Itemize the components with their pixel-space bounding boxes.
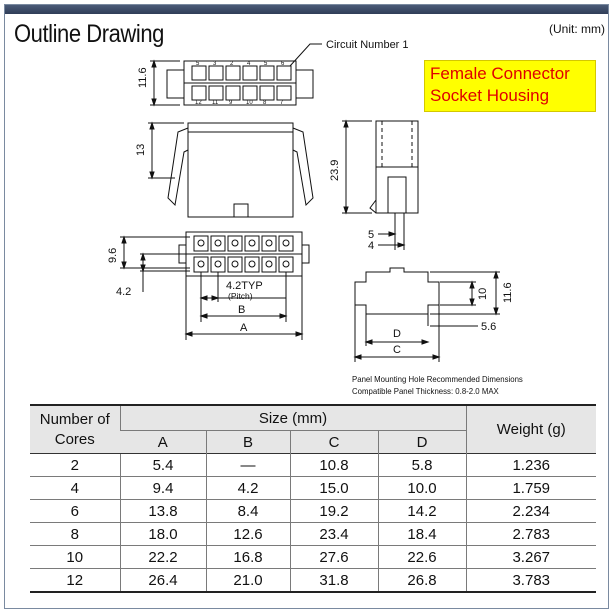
dim-a: A [240, 322, 248, 334]
pin-number-top: 2 [230, 61, 234, 67]
cell-weight: 2.783 [466, 523, 596, 546]
header-b: B [206, 431, 290, 454]
page-title: Outline Drawing [14, 20, 164, 48]
cell-b: 16.8 [206, 546, 290, 569]
header-a: A [120, 431, 206, 454]
bottom-view [120, 232, 309, 340]
cell-b: 12.6 [206, 523, 290, 546]
callout-line-2: Socket Housing [430, 86, 550, 105]
cell-d: 5.8 [378, 454, 466, 477]
circuit-number-label: Circuit Number 1 [326, 39, 409, 51]
cell-c: 27.6 [290, 546, 378, 569]
cell-cores: 8 [30, 523, 120, 546]
pin-number-top: 5 [196, 61, 200, 67]
cell-d: 14.2 [378, 500, 466, 523]
pin-number-bottom: 10 [246, 100, 253, 106]
dim-b: B [238, 304, 246, 316]
cell-c: 23.4 [290, 523, 378, 546]
cell-a: 22.2 [120, 546, 206, 569]
side-view [342, 121, 418, 250]
cell-d: 18.4 [378, 523, 466, 546]
dim-mid-height: 13 [135, 143, 147, 156]
dim-panel-c: C [393, 344, 401, 356]
dim-panel-5: 5 [368, 229, 375, 241]
cell-b: — [206, 454, 290, 477]
pin-number-bottom: 8 [263, 100, 267, 106]
panel-note-line-2: Compatible Panel Thickness: 0.8-2.0 MAX [352, 386, 499, 396]
dim-top-height: 11.6 [137, 67, 149, 88]
pin-number-bottom: 12 [195, 100, 202, 106]
cell-weight: 1.759 [466, 477, 596, 500]
cell-a: 9.4 [120, 477, 206, 500]
cell-cores: 4 [30, 477, 120, 500]
callout-line-1: Female Connector [430, 64, 570, 83]
dim-panel-5-6: 5.6 [481, 321, 497, 333]
table-row [30, 454, 596, 477]
cell-cores: 2 [30, 454, 120, 477]
cell-weight: 3.783 [466, 569, 596, 593]
dim-panel-4: 4 [368, 240, 375, 252]
cell-a: 26.4 [120, 569, 206, 593]
top-view [150, 44, 322, 105]
cell-c: 31.8 [290, 569, 378, 593]
dim-pitch-note: (Pitch) [228, 291, 253, 301]
dim-bottom-height: 9.6 [107, 247, 119, 263]
panel-hole-view [355, 268, 500, 362]
cell-cores: 12 [30, 569, 120, 593]
front-view [148, 123, 313, 217]
table-row [30, 477, 596, 500]
cell-weight: 3.267 [466, 546, 596, 569]
unit-label: (Unit: mm) [549, 22, 605, 36]
dimension-table [30, 404, 596, 593]
cell-weight: 1.236 [466, 454, 596, 477]
panel-note-line-1: Panel Mounting Hole Recommended Dimensions [352, 374, 523, 384]
dim-panel-10: 10 [477, 287, 489, 300]
header-weight: Weight (g) [466, 405, 596, 454]
cell-b: 21.0 [206, 569, 290, 593]
header-cores: Number of Cores [39, 410, 110, 448]
dim-offset: 4.2 [116, 286, 132, 298]
dim-panel-11-6: 11.6 [502, 282, 514, 303]
pin-number-top: 5 [264, 61, 268, 67]
table-row [30, 523, 596, 546]
table-row [30, 569, 596, 593]
pin-number-top: 6 [281, 61, 285, 67]
cell-b: 4.2 [206, 477, 290, 500]
pin-number-top: 4 [247, 61, 251, 67]
header-d: D [378, 431, 466, 454]
cell-cores: 6 [30, 500, 120, 523]
cell-c: 10.8 [290, 454, 378, 477]
dim-panel-d: D [393, 328, 401, 340]
cell-weight: 2.234 [466, 500, 596, 523]
pin-number-top: 3 [213, 61, 217, 67]
cell-a: 18.0 [120, 523, 206, 546]
pin-number-bottom: 9 [229, 100, 233, 106]
header-c: C [290, 431, 378, 454]
cell-d: 26.8 [378, 569, 466, 593]
table-row [30, 500, 596, 523]
pin-number-bottom: 7 [280, 100, 284, 106]
table-row [30, 546, 596, 569]
cell-a: 13.8 [120, 500, 206, 523]
cell-d: 10.0 [378, 477, 466, 500]
cell-a: 5.4 [120, 454, 206, 477]
cell-c: 15.0 [290, 477, 378, 500]
cell-c: 19.2 [290, 500, 378, 523]
header-size: Size (mm) [120, 405, 466, 431]
dim-side-height: 23.9 [329, 159, 341, 181]
dim-pitch: 4.2TYP [226, 280, 263, 292]
cell-cores: 10 [30, 546, 120, 569]
cell-d: 22.6 [378, 546, 466, 569]
cell-b: 8.4 [206, 500, 290, 523]
pin-number-bottom: 11 [212, 100, 219, 106]
